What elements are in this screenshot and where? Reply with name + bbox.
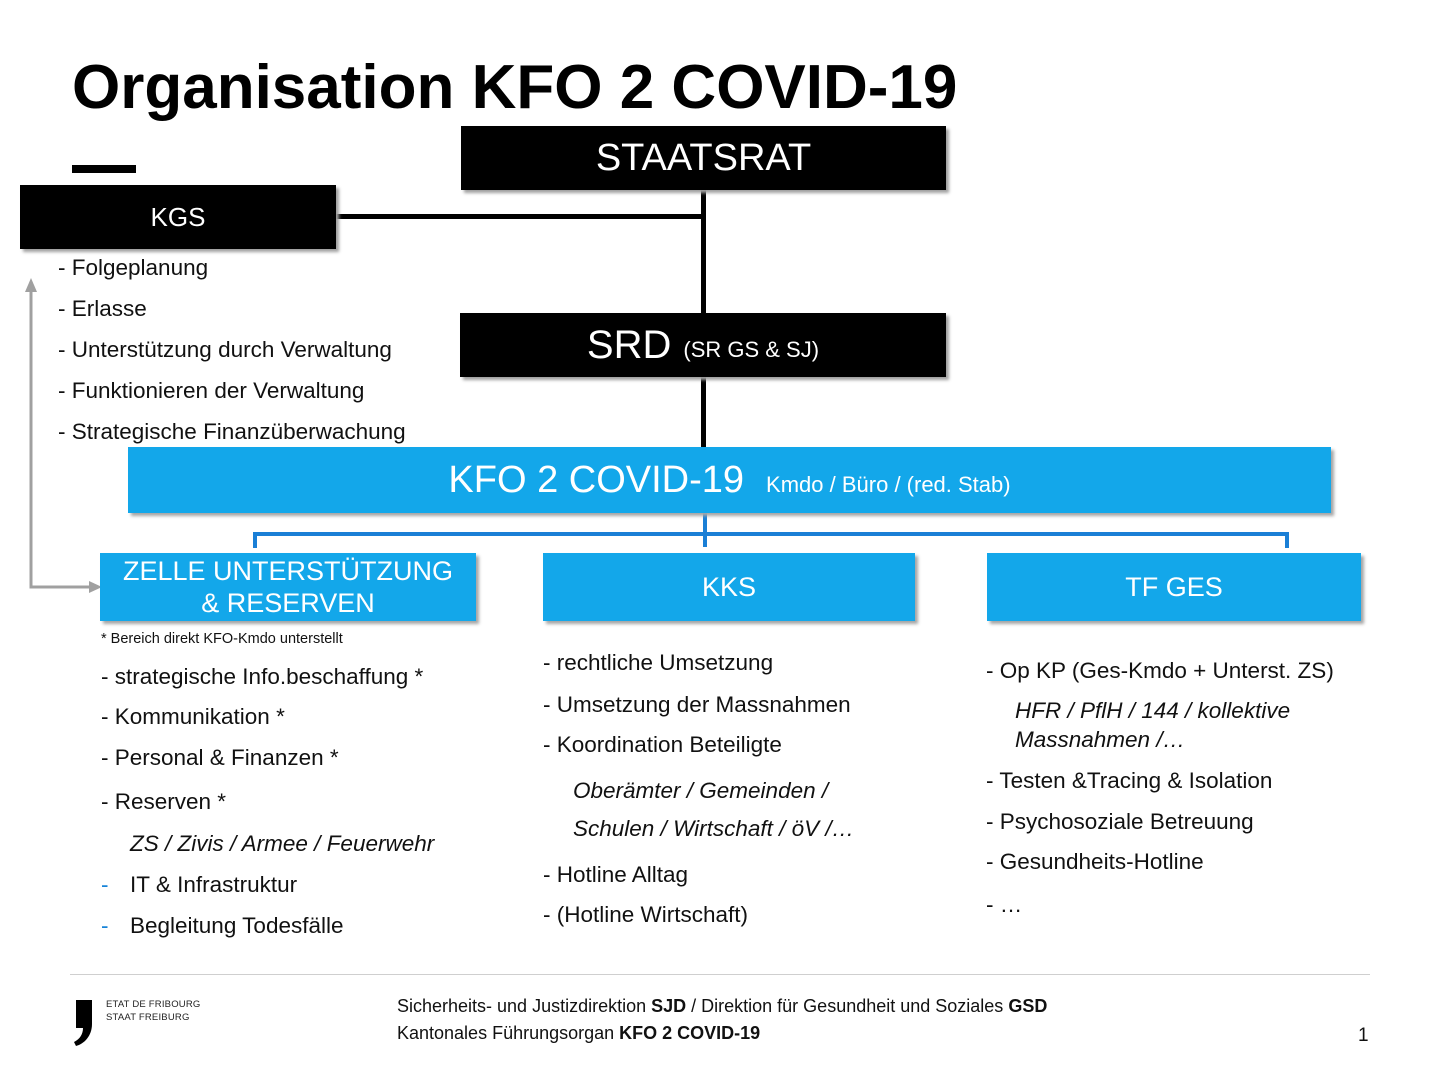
kgs-item: - Unterstützung durch Verwaltung bbox=[58, 337, 392, 362]
footer-line-2 bbox=[397, 1023, 760, 1044]
footer-text: / Direktion für Gesundheit und Soziales bbox=[686, 996, 1009, 1016]
kks-item: - Koordination Beteiligte bbox=[543, 732, 782, 757]
footer-line-1 bbox=[397, 996, 1047, 1017]
node-staatsrat bbox=[461, 126, 946, 190]
logo-text: ETAT DE FRIBOURG bbox=[106, 999, 201, 1010]
kks-item: - Hotline Alltag bbox=[543, 862, 689, 887]
node-kks-label: KKS bbox=[701, 571, 757, 602]
zelle-item: - Reserven * bbox=[101, 789, 227, 814]
node-kgs bbox=[20, 185, 336, 249]
zelle-note: * Bereich direkt KFO-Kmdo unterstellt bbox=[101, 631, 343, 647]
node-kgs-label: KGS bbox=[150, 201, 206, 232]
page-title: Organisation KFO 2 COVID-19 bbox=[72, 53, 958, 122]
kgs-item: - Folgeplanung bbox=[58, 255, 209, 280]
kks-item: - rechtliche Umsetzung bbox=[543, 650, 774, 675]
fribourg-logo-icon bbox=[72, 998, 102, 1048]
node-srd bbox=[460, 313, 946, 377]
connector-zelle bbox=[253, 532, 257, 548]
footer-text: Sicherheits- und Justizdirektion bbox=[397, 996, 652, 1016]
footer-text: Kantonales Führungsorgan bbox=[397, 1023, 620, 1043]
tfges-item: - Gesundheits-Hotline bbox=[986, 849, 1204, 874]
connector-kfo-down bbox=[703, 513, 707, 547]
node-zelle bbox=[100, 553, 476, 621]
tfges-item-sub: Massnahmen /… bbox=[1015, 727, 1186, 752]
zelle-item: IT & Infrastruktur bbox=[130, 872, 298, 897]
logo-text: STAAT FREIBURG bbox=[106, 1012, 190, 1023]
node-kfo-label: KFO 2 COVID-19 bbox=[448, 458, 745, 501]
tfges-item: - … bbox=[986, 892, 1023, 917]
tfges-item: - Op KP (Ges-Kmdo + Unterst. ZS) bbox=[986, 658, 1334, 683]
node-kks bbox=[543, 553, 915, 621]
node-kfo-sublabel: Kmdo / Büro / (red. Stab) bbox=[766, 472, 1011, 497]
kgs-item: - Funktionieren der Verwaltung bbox=[58, 378, 365, 403]
kks-item: - (Hotline Wirtschaft) bbox=[543, 902, 749, 927]
connector-horizontal-branch bbox=[253, 532, 1289, 536]
title-underline bbox=[72, 165, 136, 173]
kks-item: - Umsetzung der Massnahmen bbox=[543, 692, 851, 717]
footer-text-bold: KFO 2 COVID-19 bbox=[619, 1023, 761, 1043]
connector-srd-kfo bbox=[701, 377, 706, 447]
node-staatsrat-label: STAATSRAT bbox=[595, 136, 812, 179]
node-zelle-label-line1: ZELLE UNTERSTÜTZUNG bbox=[122, 556, 454, 586]
footer-divider bbox=[70, 974, 1370, 975]
node-srd-sublabel: (SR GS & SJ) bbox=[683, 337, 820, 362]
node-tfges bbox=[987, 553, 1361, 621]
zelle-item: Begleitung Todesfälle bbox=[130, 913, 344, 938]
node-srd-label: SRD bbox=[586, 322, 672, 367]
zelle-item-sub: ZS / Zivis / Armee / Feuerwehr bbox=[130, 831, 435, 856]
connector-kgs bbox=[336, 214, 704, 219]
zelle-bullet-dash: - bbox=[101, 872, 109, 897]
kgs-item: - Strategische Finanzüberwachung bbox=[58, 419, 406, 444]
footer-text-bold: SJD bbox=[651, 996, 687, 1016]
tfges-item: - Psychosoziale Betreuung bbox=[986, 809, 1254, 834]
zelle-item: - Personal & Finanzen * bbox=[101, 745, 339, 770]
connector-staatsrat-srd bbox=[701, 190, 706, 313]
node-kfo bbox=[128, 447, 1331, 513]
tfges-item: - Testen &Tracing & Isolation bbox=[986, 768, 1273, 793]
node-tfges-label: TF GES bbox=[1125, 571, 1223, 602]
node-zelle-label-line2: & RESERVEN bbox=[201, 588, 375, 618]
tfges-item-sub: HFR / PflH / 144 / kollektive bbox=[1015, 698, 1291, 723]
kks-item-sub: Schulen / Wirtschaft / öV /… bbox=[573, 816, 855, 841]
page-number: 1 bbox=[1358, 1025, 1369, 1046]
kgs-item: - Erlasse bbox=[58, 296, 147, 321]
zelle-item: - Kommunikation * bbox=[101, 704, 285, 729]
connector-tfges bbox=[1285, 532, 1289, 548]
zelle-bullet-dash: - bbox=[101, 913, 109, 938]
footer-text-bold: GSD bbox=[1008, 996, 1048, 1016]
zelle-item: - strategische Info.beschaffung * bbox=[101, 664, 424, 689]
kks-item-sub: Oberämter / Gemeinden / bbox=[573, 778, 829, 803]
